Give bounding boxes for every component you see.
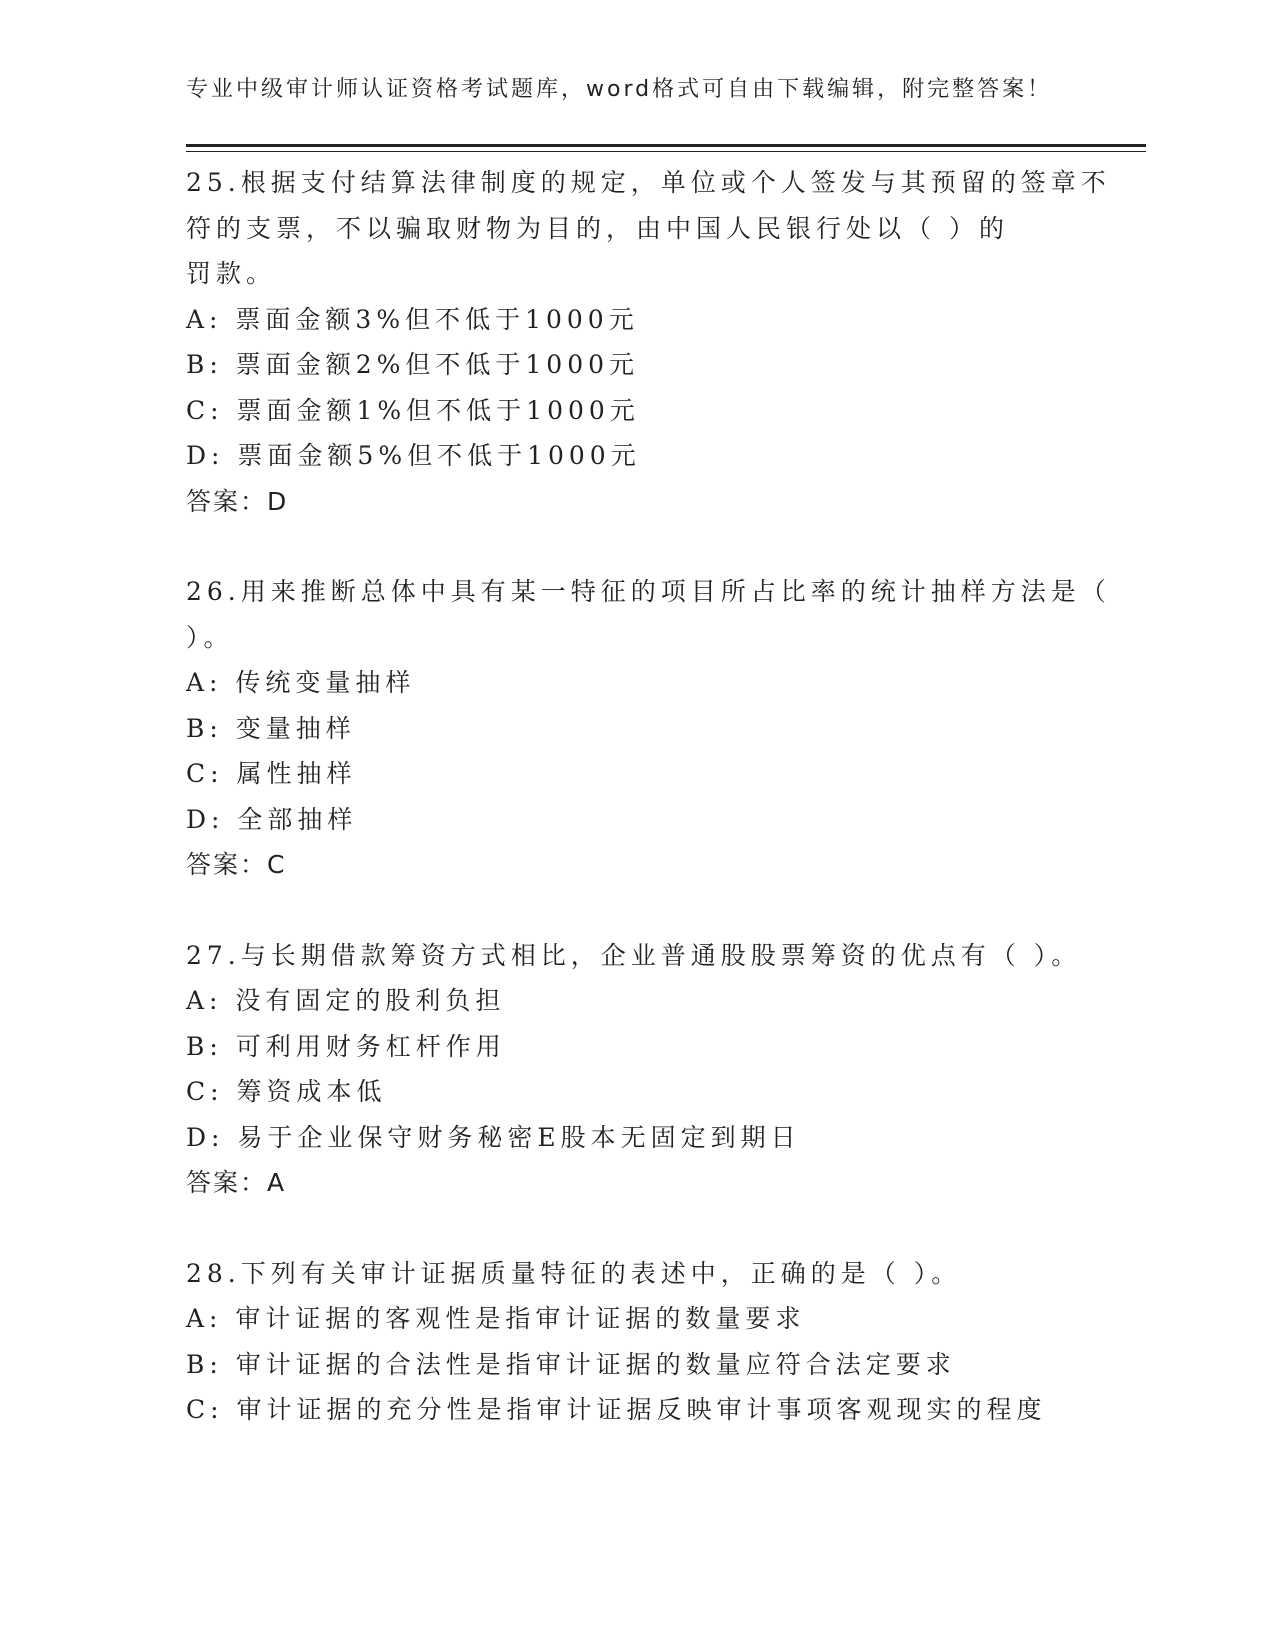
answer: 答案：C [186,850,287,879]
option-a: A: 票面金额3%但不低于1000元 [186,304,639,334]
option-b: B: 可利用财务杠杆作用 [186,1031,506,1061]
question-27 [186,933,1086,1206]
question-26 [186,569,1111,888]
question-stem: 26.用来推断总体中具有某一特征的项目所占比率的统计抽样方法是（ [186,577,1111,606]
option-a: A: 审计证据的客观性是指审计证据的数量要求 [186,1304,806,1333]
question-stem: ）。 [186,622,234,652]
question-stem: 27.与长期借款筹资方式相比，企业普通股股票筹资的优点有（ ）。 [186,940,1082,970]
question-28 [186,1251,1086,1433]
option-b: B: 审计证据的合法性是指审计证据的数量应符合法定要求 [186,1349,956,1379]
question-stem: 25.根据支付结算法律制度的规定，单位或个人签发与其预留的签章不 [186,168,1111,197]
answer: 答案：D [186,486,289,516]
question-25 [186,160,1111,524]
option-a: A: 没有固定的股利负担 [186,986,506,1015]
option-b: B: 票面金额2%但不低于1000元 [186,350,640,379]
page-header: 专业中级审计师认证资格考试题库，word格式可自由下载编辑，附完整答案！ [186,77,1053,102]
option-c: C: 筹资成本低 [186,1077,387,1106]
question-list [186,160,1111,1478]
option-d: D: 票面金额5%但不低于1000元 [186,441,641,470]
question-stem: 28.下列有关审计证据质量特征的表述中，正确的是（ ）。 [186,1258,962,1288]
header-rule-thin [186,151,1146,152]
option-a: A: 传统变量抽样 [186,668,416,697]
option-c: C: 票面金额1%但不低于1000元 [186,395,640,425]
question-stem: 符的支票，不以骗取财物为目的，由中国人民银行处以（ ）的 [186,213,1009,243]
question-stem: 罚款。 [186,259,277,288]
option-d: D: 全部抽样 [186,804,358,834]
option-c: C: 属性抽样 [186,759,357,788]
option-d: D: 易于企业保守财务秘密E股本无固定到期日 [186,1122,801,1152]
option-b: B: 变量抽样 [186,713,356,743]
header-rule-thick [186,144,1146,147]
option-c: C: 审计证据的充分性是指审计证据反映审计事项客观现实的程度 [186,1395,1047,1424]
answer: 答案：A [186,1168,287,1197]
